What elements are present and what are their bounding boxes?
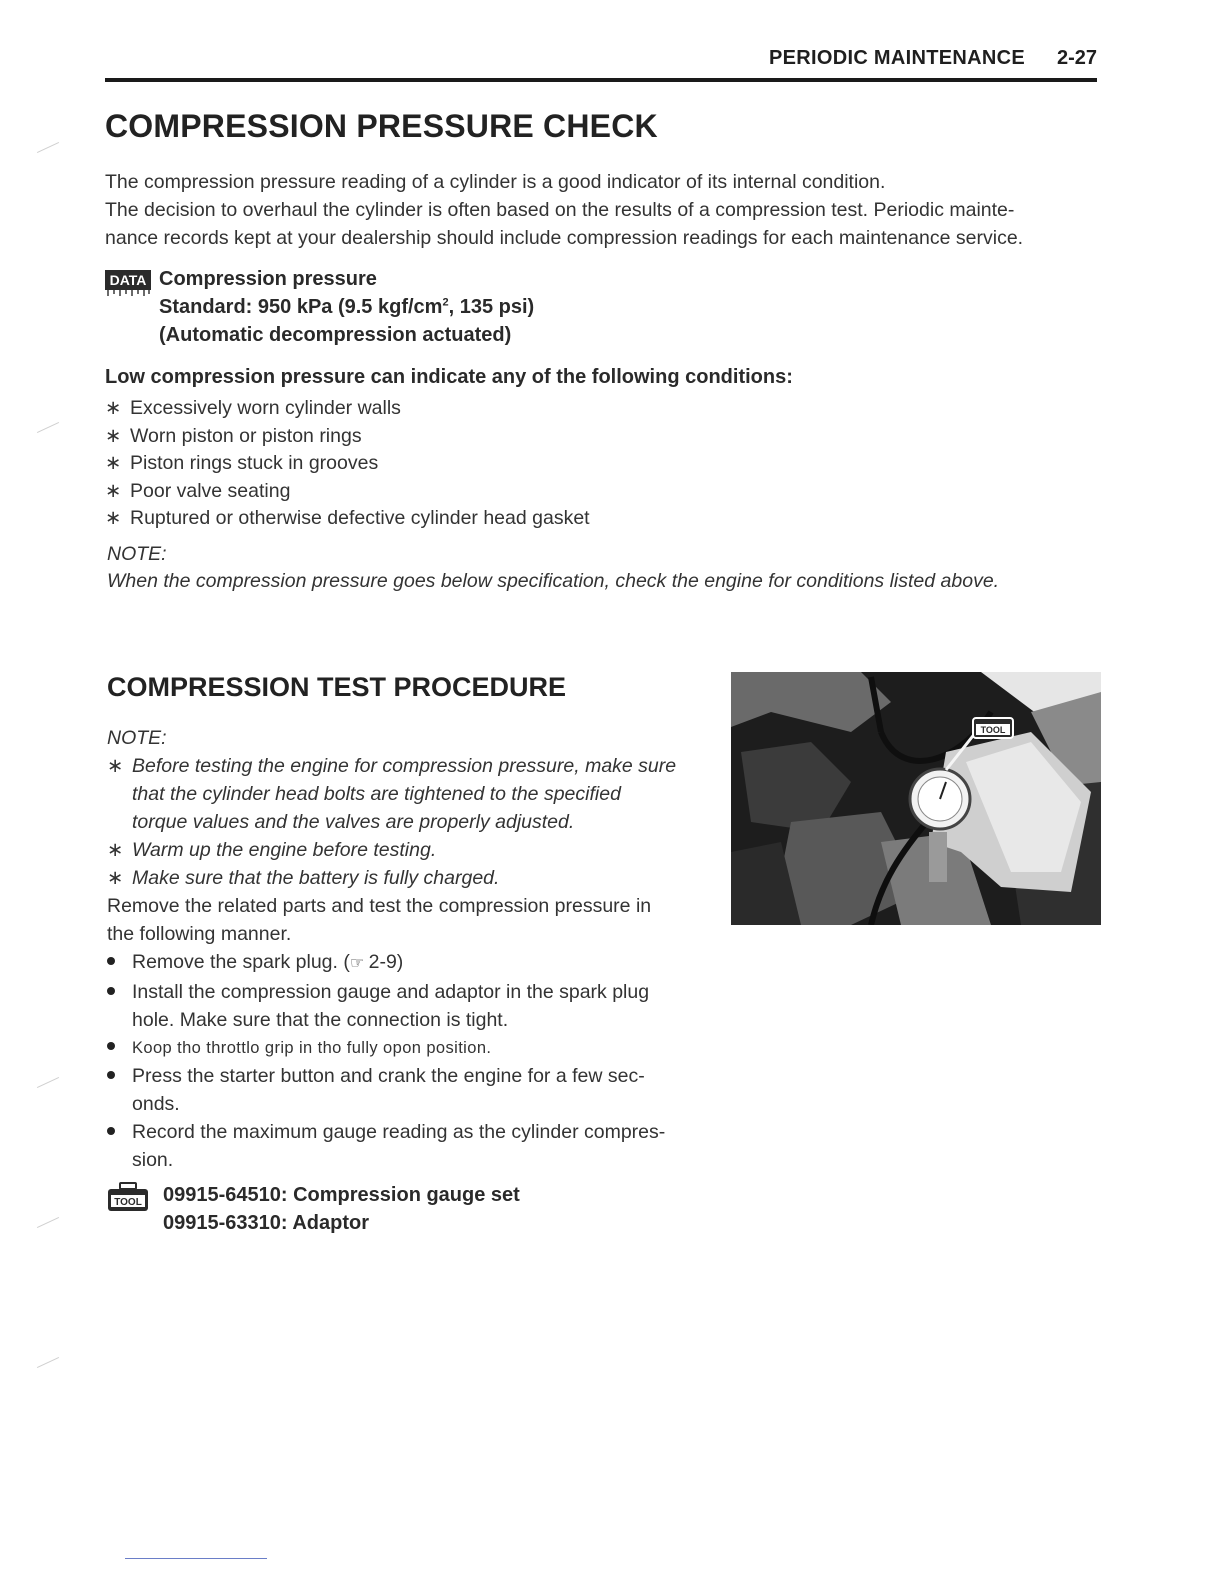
margin-mark <box>37 422 59 433</box>
spec-standard: Standard: 950 kPa (9.5 kgf/$cm^2$, 135 psi) <box>159 296 535 318</box>
procedure-column <box>107 724 699 1174</box>
section-title-compression-check: COMPRESSION PRESSURE CHECK <box>105 108 658 144</box>
tool-icon <box>107 1182 149 1212</box>
step-item: Record the maximum gauge reading as the cylinder compres- sion. <box>107 1118 699 1174</box>
step-item: Press the starter button and crank the engine for a few sec- onds. <box>107 1062 699 1118</box>
data-icon-label: DATA <box>109 272 147 288</box>
tool-icon-label: TOOL <box>114 1197 142 1208</box>
photo-tool-label: TOOL <box>980 725 1006 735</box>
spec-condition: (Automatic decompression actuated) <box>159 324 512 346</box>
procedure-intro: Remove the related parts and test the compression pressure in the following manner. <box>107 895 652 945</box>
list-item: ∗ Ruptured or otherwise defective cylinder head gasket <box>105 507 590 529</box>
step-item: Koop tho throttlo grip in tho fully opon position. <box>107 1034 699 1062</box>
page-number: 2-27 <box>1056 47 1097 69</box>
note-item: ∗ Warm up the engine before testing. <box>107 839 437 861</box>
reference-icon: ☞ <box>349 955 364 972</box>
list-item: ∗ Excessively worn cylinder walls <box>105 397 401 419</box>
intro-paragraph-line: The compression pressure reading of a cylinder is a good indicator of its internal condition. <box>105 171 886 193</box>
note-item: ∗ Make sure that the battery is fully charged. <box>107 867 500 889</box>
page-header <box>105 44 1097 82</box>
footer-rule <box>125 1558 267 1559</box>
tool-item: 09915-64510: Compression gauge set <box>163 1184 520 1206</box>
engine-photo-illustration <box>731 672 1101 925</box>
note-label: NOTE: <box>107 543 167 565</box>
spec-name: Compression pressure <box>159 268 377 290</box>
note-item: ∗ Before testing the engine for compression pressure, make sure that the cylinder head bolts are tightened to the specified torque values and the valves are properly adjusted. <box>107 755 677 833</box>
step-item: Install the compression gauge and adaptor in the spark plug hole. Make sure that the connection is tight. <box>107 978 699 1034</box>
list-item: ∗ Worn piston or piston rings <box>105 424 362 447</box>
note-text: When the compression pressure goes below specification, check the engine for conditions listed above. <box>107 570 1000 592</box>
list-item: ∗ Piston rings stuck in grooves <box>105 452 379 474</box>
note-label: NOTE: <box>107 727 167 749</box>
intro-paragraph-line: nance records kept at your dealership should include compression readings for each maintenance service. <box>105 227 1024 249</box>
margin-mark <box>37 1357 59 1368</box>
data-icon <box>105 270 151 296</box>
compression-gauge-photo <box>731 672 1101 925</box>
list-item: ∗ Poor valve seating <box>105 479 291 502</box>
step-item: Remove the spark plug. (☞ 2-9) <box>107 948 699 978</box>
conditions-heading: Low compression pressure can indicate any of the following conditions: <box>105 366 793 388</box>
intro-paragraph-line: The decision to overhaul the cylinder is often based on the results of a compression test. Periodic mainte- <box>105 199 1015 221</box>
margin-mark <box>37 1077 59 1088</box>
margin-mark <box>37 142 59 153</box>
header-section-title: PERIODIC MAINTENANCE <box>768 47 1025 69</box>
section-title-test-procedure: COMPRESSION TEST PROCEDURE <box>107 672 567 702</box>
conditions-list <box>105 395 590 533</box>
tool-item: 09915-63310: Adaptor <box>163 1212 370 1234</box>
margin-mark <box>37 1217 59 1228</box>
